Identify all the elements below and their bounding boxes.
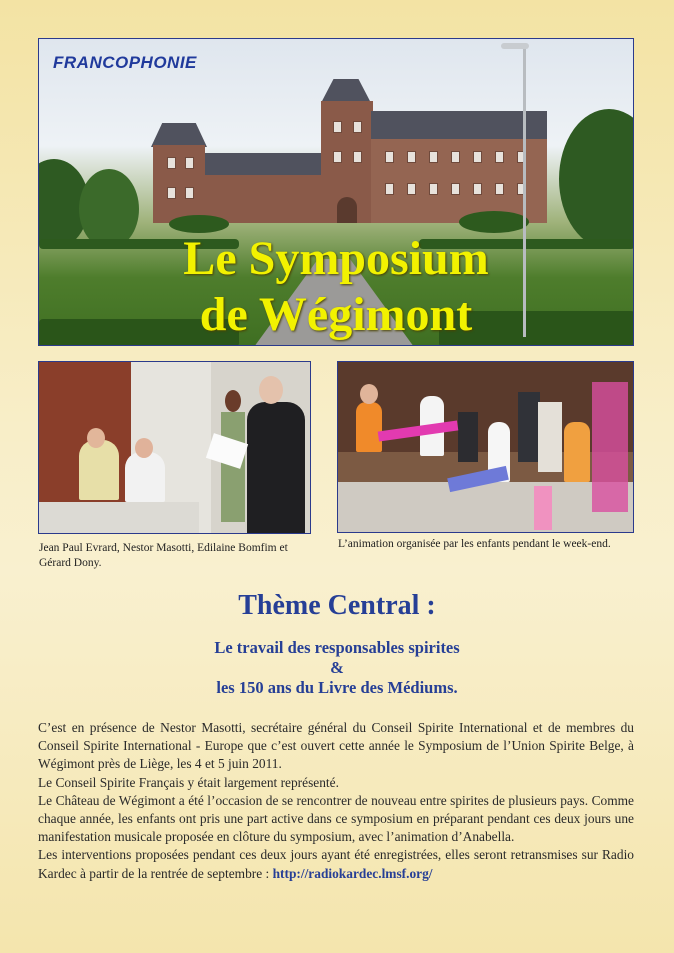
children-caption: L’animation organisée par les enfants pendant le week-end.	[338, 538, 611, 550]
speakers-caption: Jean Paul Evrard, Nestor Masotti, Edilaine Bomfim et Gérard Dony.	[39, 542, 288, 569]
subtitle-line1: Le travail des responsables spirites	[214, 638, 460, 657]
speakers-photo	[38, 361, 311, 534]
hero-title-line1: Le Symposium	[183, 232, 489, 285]
paragraph-2: Le Conseil Spirite Français y était largement représenté.	[38, 774, 339, 790]
theme-title: Thème Central :	[238, 590, 436, 621]
hero-title-line2: de Wégimont	[199, 288, 473, 341]
radio-kardec-link[interactable]: http://radiokardec.lmsf.org/	[272, 865, 433, 881]
subtitle-line3: les 150 ans du Livre des Médiums.	[216, 678, 458, 697]
theme-subtitle	[0, 638, 674, 698]
article-body	[38, 719, 634, 883]
hero-title	[39, 231, 633, 343]
subtitle-line2: &	[330, 658, 344, 677]
hero-photo	[38, 38, 634, 346]
paragraph-3: Le Château de Wégimont a été l’occasion de se rencontrer de nouveau entre spirites de plusieurs pays. Comme chaque année, les enfants ont pris une part active dans ce symposium en préparant pendant ces deux jours une manifestation musicale proposée en clôture du symposium, avec l’animation d’Anabella.	[38, 792, 634, 845]
children-animation-photo	[337, 361, 634, 533]
section-label: FRANCOPHONIE	[53, 53, 197, 72]
paragraph-4-text: Les interventions proposées pendant ces deux jours ayant été enregistrées, elles seront retransmises sur Radio Kardec à partir de la rentrée de septembre :	[38, 847, 634, 881]
paragraph-1: C’est en présence de Nestor Masotti, secrétaire général du Conseil Spirite International et de membres du Conseil Spirite International - Europe que c’est ouvert cette année le Symposium de l’Union Spirite Belge, à Wégimont près de Liège, les 4 et 5 juin 2011.	[38, 720, 634, 772]
paragraph-4	[38, 846, 634, 882]
